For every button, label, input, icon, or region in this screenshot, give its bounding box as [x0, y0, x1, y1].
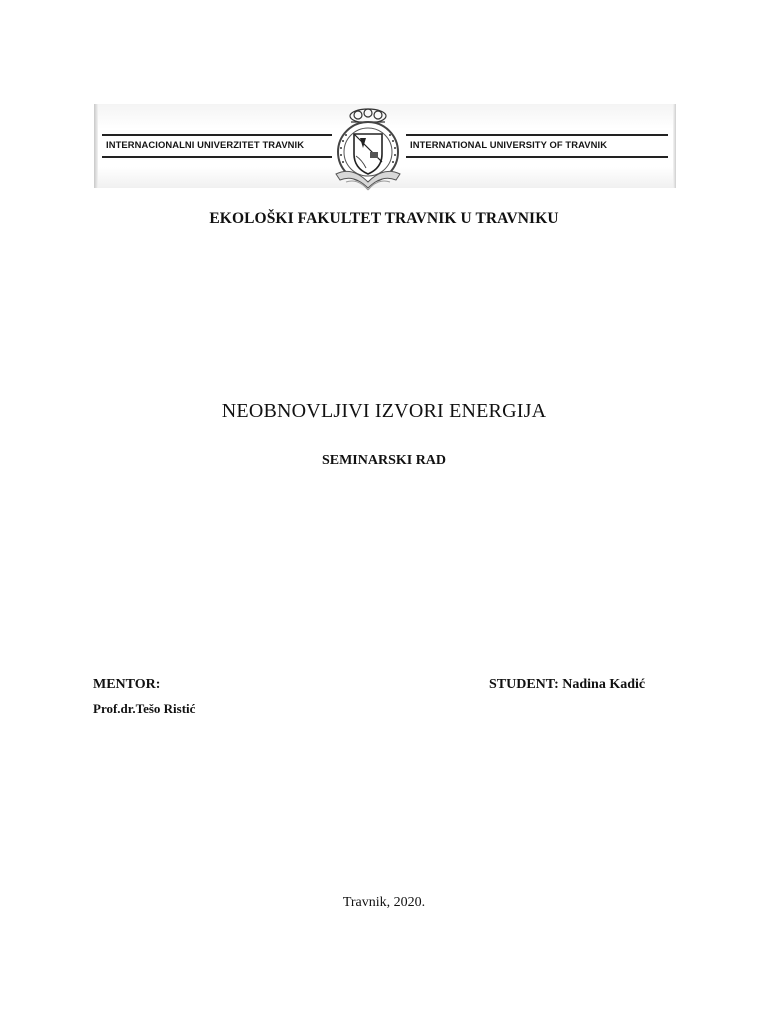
university-name-local: INTERNACIONALNI UNIVERZITET TRAVNIK [106, 139, 305, 150]
university-header-banner [94, 104, 676, 188]
mentor-label: MENTOR: [93, 677, 161, 692]
header-rule [406, 134, 668, 136]
university-seal-icon [320, 106, 416, 192]
student-name: STUDENT: Nadina Kadić [489, 677, 646, 692]
document-subtitle: SEMINARSKI RAD [321, 453, 447, 468]
university-name-english: INTERNATIONAL UNIVERSITY OF TRAVNIK [410, 139, 608, 150]
header-rule [406, 156, 668, 158]
header-rule [102, 134, 332, 136]
place-and-date: Travnik, 2020. [342, 895, 426, 910]
document-title: NEOBNOVLJIVI IZVORI ENERGIJA [221, 400, 547, 422]
banner-edge [94, 104, 98, 188]
banner-edge [673, 104, 676, 188]
mentor-name: Prof.dr.Tešo Ristić [93, 701, 196, 716]
header-rule [102, 156, 332, 158]
faculty-name: EKOLOŠKI FAKULTET TRAVNIK U TRAVNIKU [209, 210, 559, 227]
